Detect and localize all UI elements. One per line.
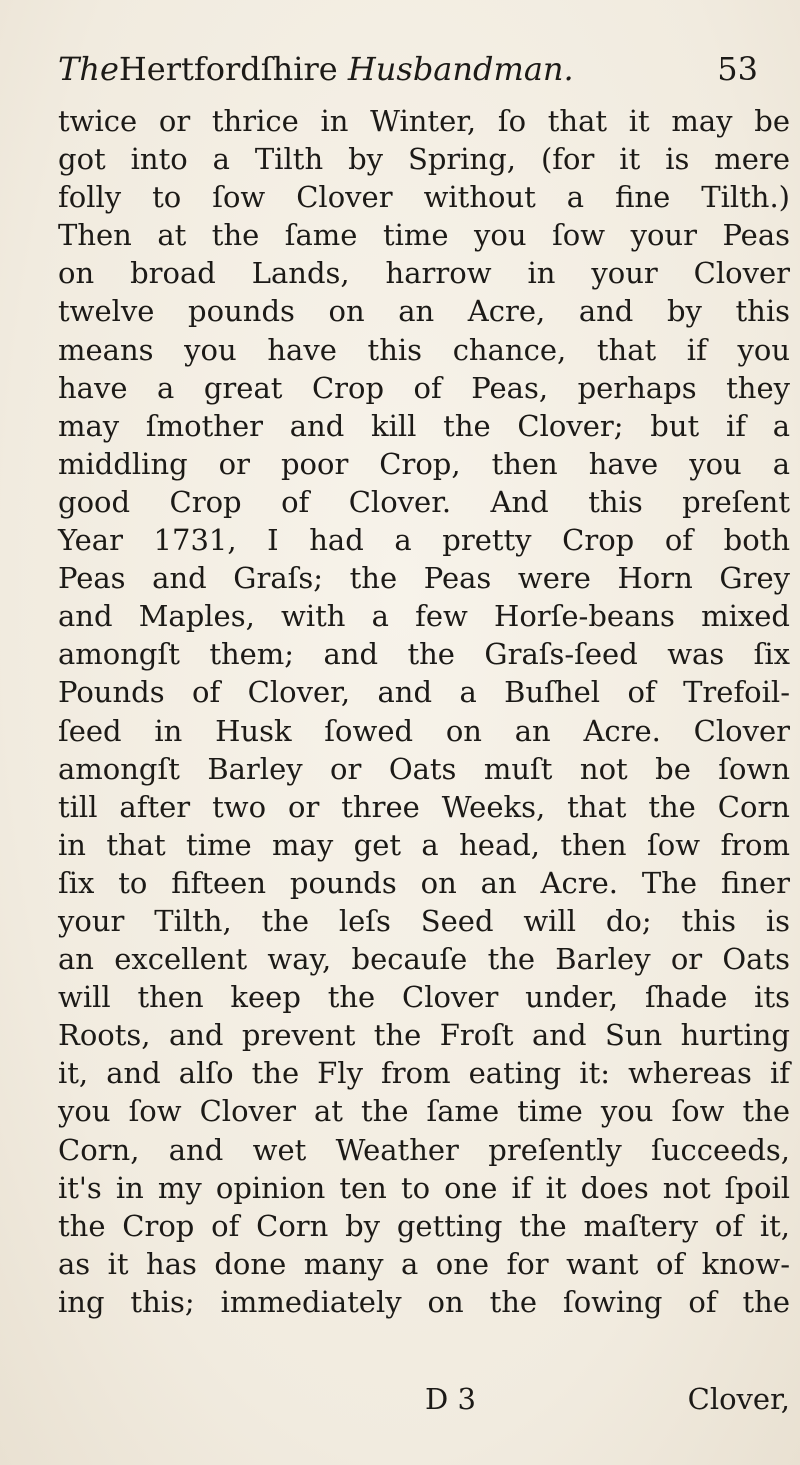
text-line: ſeed in Husk ſowed on an Acre. Clover	[58, 713, 790, 748]
text-line: Then at the ſame time you ſow your Peas	[58, 218, 790, 253]
catchword: Clover,	[687, 1382, 790, 1416]
text-line: till after two or three Weeks, that the Corn	[58, 789, 790, 824]
text-line: good Crop of Clover. And this preſent	[58, 484, 790, 519]
signature-mark: D 3	[425, 1382, 476, 1416]
text-line: twelve pounds on an Acre, and by this	[58, 294, 790, 329]
text-line: amongſt them; and the Graſs-ſeed was ſix	[58, 637, 790, 672]
text-line: Year 1731, I had a pretty Crop of both	[58, 523, 790, 558]
text-line: you ſow Clover at the ſame time you ſow the	[58, 1094, 790, 1129]
text-line: Pounds of Clover, and a Buſhel of Trefoil-	[58, 675, 790, 710]
text-line: will then keep the Clover under, ſhade its	[58, 980, 790, 1015]
text-line: the Crop of Corn by getting the maſtery of it,	[58, 1208, 790, 1243]
text-line: amongſt Barley or Oats muſt not be ſown	[58, 751, 790, 786]
page-number: 53	[717, 50, 758, 88]
text-line: it, and alſo the Fly from eating it: whereas if	[58, 1056, 790, 1091]
text-line: middling or poor Crop, then have you a	[58, 446, 790, 481]
text-line: your Tilth, the leſs Seed will do; this is	[58, 903, 790, 938]
text-line: an excellent way, becauſe the Barley or Oats	[58, 942, 790, 977]
text-line: may ſmother and kill the Clover; but if a	[58, 408, 790, 443]
running-head-title-italic: Husbandman.	[347, 50, 574, 88]
text-line: and Maples, with a few Horſe-beans mixed	[58, 599, 790, 634]
body-text	[58, 102, 790, 1321]
text-line: on broad Lands, harrow in your Clover	[58, 256, 790, 291]
running-head-lead: The	[58, 50, 119, 88]
text-line: in that time may get a head, then ſow from	[58, 827, 790, 862]
text-line: Corn, and wet Weather preſently ſucceeds,	[58, 1132, 790, 1167]
text-line: folly to ſow Clover without a fine Tilth.)	[58, 180, 790, 215]
text-line: twice or thrice in Winter, ſo that it may be	[58, 104, 790, 138]
text-line: got into a Tilth by Spring, (for it is mere	[58, 142, 790, 177]
text-line: ſix to fifteen pounds on an Acre. The finer	[58, 865, 790, 900]
text-line: it's in my opinion ten to one if it does not ſpoil	[58, 1170, 790, 1205]
running-head	[58, 44, 758, 94]
running-head-title: Hertfordſhire	[118, 50, 338, 88]
text-line: means you have this chance, that if you	[58, 332, 790, 367]
text-line: Roots, and prevent the Froſt and Sun hurting	[58, 1018, 790, 1053]
page-footer	[58, 1380, 790, 1418]
text-line: Peas and Graſs; the Peas were Horn Grey	[58, 561, 790, 596]
text-line: have a great Crop of Peas, perhaps they	[58, 370, 790, 405]
text-line: ing this; immediately on the ſowing of the	[58, 1284, 790, 1319]
text-line: as it has done many a one for want of know-	[58, 1246, 790, 1281]
